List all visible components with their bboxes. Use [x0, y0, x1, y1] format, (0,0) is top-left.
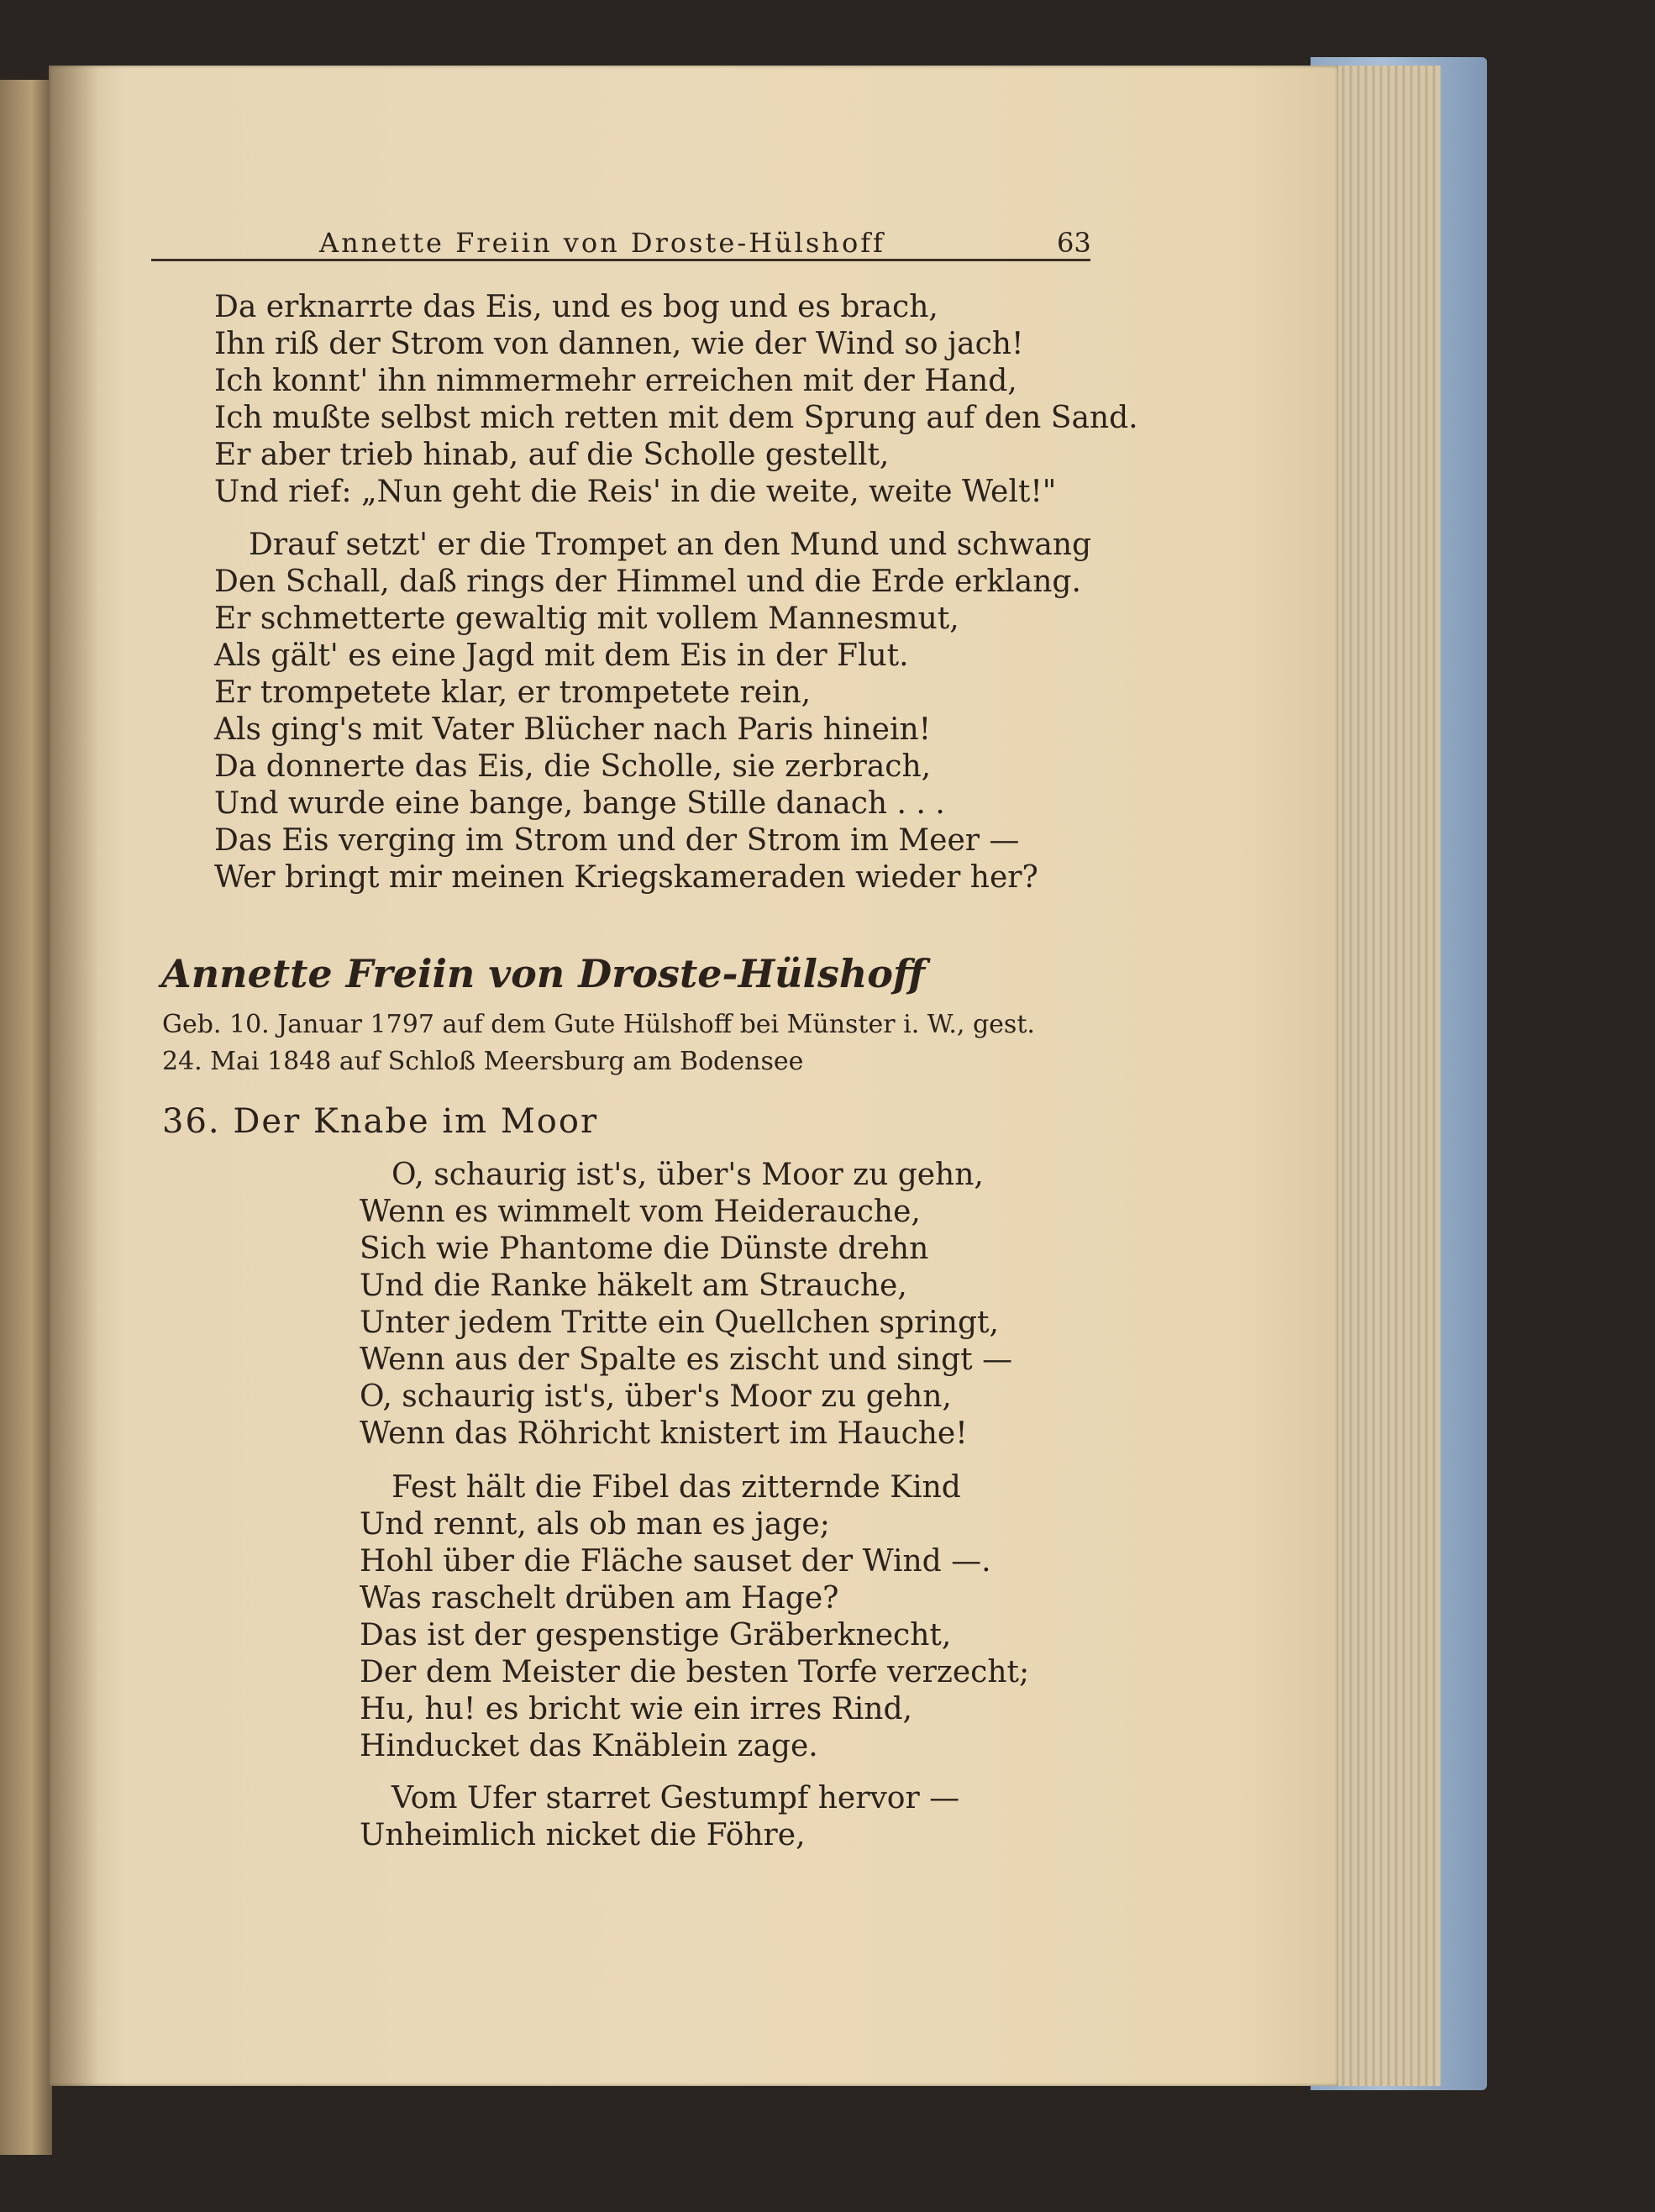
poem-line: O, schaurig ist's, über's Moor zu gehn,	[360, 1379, 952, 1414]
poem-line: Das ist der gespenstige Gräberknecht,	[360, 1618, 952, 1652]
poem-line: Er schmetterte gewaltig mit vollem Mannesmut,	[214, 602, 959, 636]
poem-line: Er aber trieb hinab, auf die Scholle gestellt,	[214, 438, 890, 472]
poem-line: Als ging's mit Vater Blücher nach Paris hinein!	[214, 712, 932, 747]
poem-line: Unter jedem Tritte ein Quellchen springt,	[360, 1306, 999, 1340]
poem-line: Wenn das Röhricht knistert im Hauche!	[360, 1416, 968, 1451]
gutter-shadow	[49, 66, 99, 2086]
running-header: Annette Freiin von Droste-Hülshoff	[319, 227, 885, 259]
author-bio: Geb. 10. Januar 1797 auf dem Gute Hülshoff bei Münster i. W., gest.	[162, 1010, 1035, 1039]
poem-line: Wenn aus der Spalte es zischt und singt —	[360, 1342, 1013, 1377]
poem-line: Und die Ranke häkelt am Strauche,	[360, 1269, 907, 1303]
header-rule	[151, 259, 1090, 261]
author-heading: Annette Freiin von Droste-Hülshoff	[161, 951, 926, 996]
author-bio: 24. Mai 1848 auf Schloß Meersburg am Bodensee	[162, 1047, 804, 1076]
poem-line: Da erknarrte das Eis, und es bog und es brach,	[214, 290, 938, 324]
poem-line: Der dem Meister die besten Torfe verzecht;	[360, 1655, 1030, 1689]
poem-line: Ich mußte selbst mich retten mit dem Sprung auf den Sand.	[214, 401, 1138, 435]
poem-line: Unheimlich nicket die Föhre,	[360, 1818, 806, 1852]
poem-line: Fest hält die Fibel das zitternde Kind	[391, 1470, 961, 1505]
poem-line: Und rennt, als ob man es jage;	[360, 1507, 830, 1542]
poem-line: Hinducket das Knäblein zage.	[360, 1729, 818, 1763]
poem-line: Und rief: „Nun geht die Reis' in die weite, weite Welt!"	[214, 475, 1057, 509]
poem-line: Ich konnt' ihn nimmermehr erreichen mit der Hand,	[214, 364, 1017, 398]
poem-line: Und wurde eine bange, bange Stille danach . . .	[214, 786, 945, 821]
poem-line: Wer bringt mir meinen Kriegskameraden wieder her?	[214, 860, 1038, 895]
poem-line: Das Eis verging im Strom und der Strom im Meer —	[214, 823, 1020, 858]
poem-line: Drauf setzt' er die Trompet an den Mund und schwang	[249, 528, 1092, 562]
poem-line: Ihn riß der Strom von dannen, wie der Wind so jach!	[214, 327, 1024, 361]
poem-title: 36. Der Knabe im Moor	[162, 1102, 599, 1141]
poem-line: Er trompetete klar, er trompetete rein,	[214, 675, 812, 710]
poem-line: Da donnerte das Eis, die Scholle, sie zerbrach,	[214, 749, 932, 784]
poem-line: Als gält' es eine Jagd mit dem Eis in der Flut.	[214, 638, 909, 673]
page-number: 63	[1057, 227, 1091, 259]
poem-line: O, schaurig ist's, über's Moor zu gehn,	[391, 1158, 984, 1192]
poem-line: Sich wie Phantome die Dünste drehn	[360, 1232, 929, 1266]
poem-line: Hu, hu! es bricht wie ein irres Rind,	[360, 1692, 912, 1726]
poem-line: Wenn es wimmelt vom Heiderauche,	[360, 1195, 921, 1229]
poem-line: Den Schall, daß rings der Himmel und die Erde erklang.	[214, 565, 1081, 599]
poem-line: Was raschelt drüben am Hage?	[360, 1581, 839, 1616]
poem-line: Vom Ufer starret Gestumpf hervor —	[391, 1781, 960, 1815]
poem-line: Hohl über die Fläche sauset der Wind —.	[360, 1544, 991, 1579]
facing-page-edge	[0, 80, 52, 2155]
